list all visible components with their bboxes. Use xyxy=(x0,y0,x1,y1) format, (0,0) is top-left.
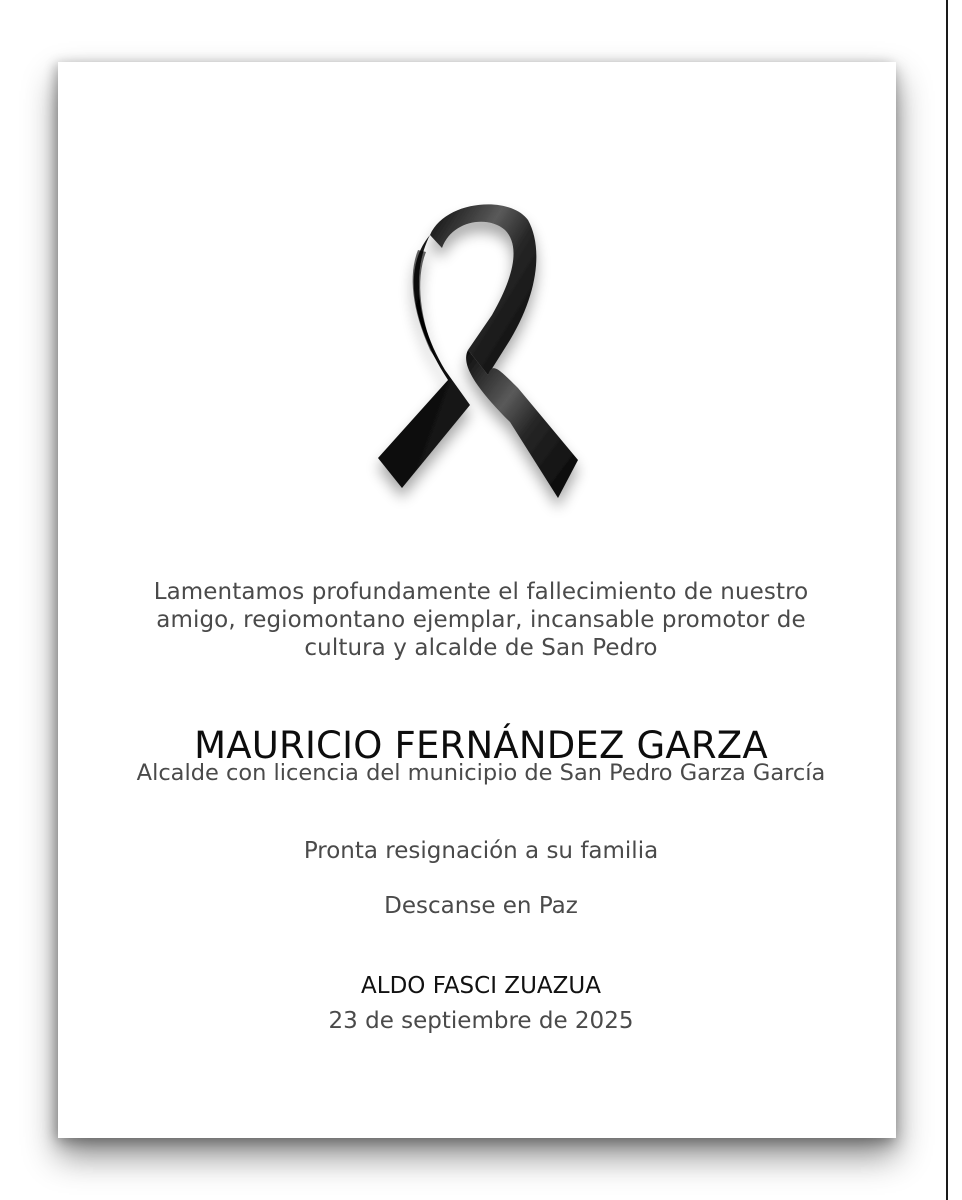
message-line: cultura y alcalde de San Pedro xyxy=(304,635,658,661)
message-line: amigo, regiomontano ejemplar, incansable promotor de xyxy=(156,607,806,633)
mourning-ribbon-icon xyxy=(360,190,600,520)
condolence-message xyxy=(0,578,962,662)
condolence-wish: Pronta resignación a su familia xyxy=(303,838,659,864)
notice-date: 23 de septiembre de 2025 xyxy=(328,1008,634,1034)
rest-in-peace: Descanse en Paz xyxy=(384,893,578,919)
deceased-title: Alcalde con licencia del municipio de San Pedro Garza García xyxy=(136,760,826,786)
deceased-name: MAURICIO FERNÁNDEZ GARZA xyxy=(194,724,768,767)
signer-name: ALDO FASCI ZUAZUA xyxy=(361,973,601,999)
message-line: Lamentamos profundamente el fallecimiento de nuestro xyxy=(153,579,809,605)
